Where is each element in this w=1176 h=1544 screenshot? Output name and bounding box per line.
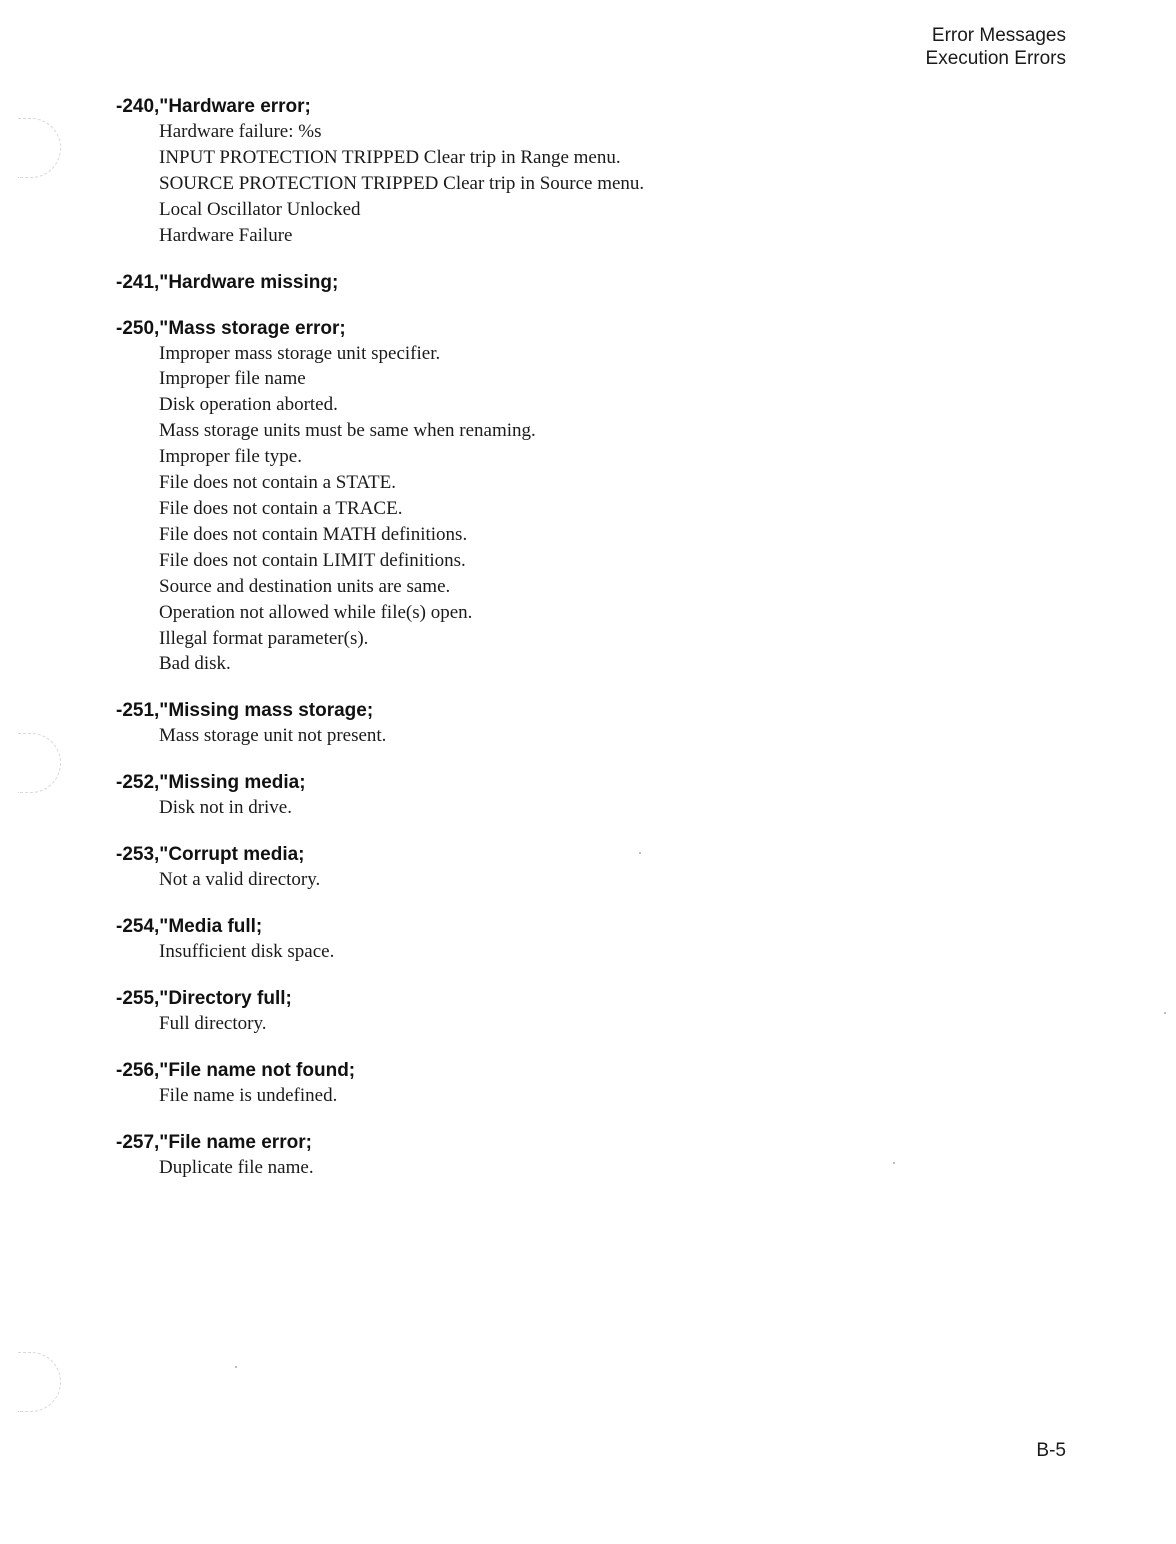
error-message-list bbox=[116, 341, 1076, 678]
error-message-text: Local Oscillator Unlocked bbox=[159, 198, 361, 220]
error-entry bbox=[116, 271, 1076, 295]
error-entry bbox=[116, 95, 1076, 249]
error-message-list bbox=[116, 1155, 1076, 1181]
running-header bbox=[926, 24, 1066, 70]
header-section-title: Error Messages bbox=[931, 25, 1066, 46]
error-message-text: File name is undefined. bbox=[159, 1084, 338, 1106]
error-message-list bbox=[116, 867, 1076, 893]
error-code-heading: -255,"Directory full; bbox=[116, 987, 292, 1009]
error-message-text: File does not contain MATH definitions. bbox=[159, 523, 468, 545]
error-entry bbox=[116, 843, 1076, 893]
error-message-text: File does not contain LIMIT definitions. bbox=[159, 549, 466, 571]
error-message-text: Improper file type. bbox=[159, 446, 302, 468]
error-message-list bbox=[116, 939, 1076, 965]
error-code-heading: -253,"Corrupt media; bbox=[116, 844, 305, 866]
binder-hole-mark bbox=[18, 118, 61, 178]
error-code-heading: -256,"File name not found; bbox=[116, 1059, 356, 1081]
error-message-list bbox=[116, 795, 1076, 821]
binder-hole-mark bbox=[18, 1352, 61, 1412]
error-entry bbox=[116, 317, 1076, 678]
error-message-text: Improper file name bbox=[159, 368, 306, 390]
error-code-heading: -250,"Mass storage error; bbox=[116, 317, 346, 339]
error-message-list bbox=[116, 119, 1076, 249]
error-message-text: Hardware Failure bbox=[159, 224, 293, 246]
error-message-text: Duplicate file name. bbox=[159, 1156, 314, 1178]
error-message-text: File does not contain a TRACE. bbox=[159, 497, 403, 519]
error-entry bbox=[116, 1131, 1076, 1181]
error-message-text: Bad disk. bbox=[159, 653, 231, 675]
error-message-text: Illegal format parameter(s). bbox=[159, 627, 369, 649]
error-entry bbox=[116, 699, 1076, 749]
scan-speck bbox=[235, 1366, 237, 1368]
error-message-text: Hardware failure: %s bbox=[159, 121, 322, 142]
error-message-text: Disk operation aborted. bbox=[159, 394, 338, 416]
error-message-text: File does not contain a STATE. bbox=[159, 472, 396, 494]
error-entry bbox=[116, 1059, 1076, 1109]
error-code-heading: -241,"Hardware missing; bbox=[116, 271, 339, 293]
error-message-text: Mass storage unit not present. bbox=[159, 725, 387, 747]
error-message-list bbox=[116, 1011, 1076, 1037]
error-entry bbox=[116, 915, 1076, 965]
error-message-text: SOURCE PROTECTION TRIPPED Clear trip in Source menu. bbox=[159, 172, 645, 194]
error-message-text: Source and destination units are same. bbox=[159, 575, 451, 597]
error-message-text: Full directory. bbox=[159, 1012, 267, 1034]
error-code-heading: -240,"Hardware error; bbox=[116, 96, 311, 117]
error-entry-list bbox=[116, 95, 1076, 1203]
error-message-text: INPUT PROTECTION TRIPPED Clear trip in Range menu. bbox=[159, 146, 621, 168]
error-message-text: Disk not in drive. bbox=[159, 797, 292, 819]
error-message-text: Operation not allowed while file(s) open. bbox=[159, 601, 473, 623]
error-entry bbox=[116, 771, 1076, 821]
error-code-heading: -257,"File name error; bbox=[116, 1131, 312, 1153]
error-message-list bbox=[116, 723, 1076, 749]
error-message-text: Improper mass storage unit specifier. bbox=[159, 342, 441, 364]
header-subsection-title: Execution Errors bbox=[925, 48, 1066, 69]
binder-hole-mark bbox=[18, 733, 61, 793]
scan-speck bbox=[1164, 1012, 1166, 1014]
error-message-text: Insufficient disk space. bbox=[159, 941, 335, 963]
error-code-heading: -254,"Media full; bbox=[116, 916, 263, 938]
error-code-heading: -251,"Missing mass storage; bbox=[116, 700, 374, 722]
error-message-text: Not a valid directory. bbox=[159, 869, 321, 891]
error-message-text: Mass storage units must be same when renaming. bbox=[159, 420, 536, 442]
error-code-heading: -252,"Missing media; bbox=[116, 772, 306, 794]
page-number: B-5 bbox=[1036, 1440, 1066, 1461]
error-entry bbox=[116, 987, 1076, 1037]
error-message-list bbox=[116, 1083, 1076, 1109]
